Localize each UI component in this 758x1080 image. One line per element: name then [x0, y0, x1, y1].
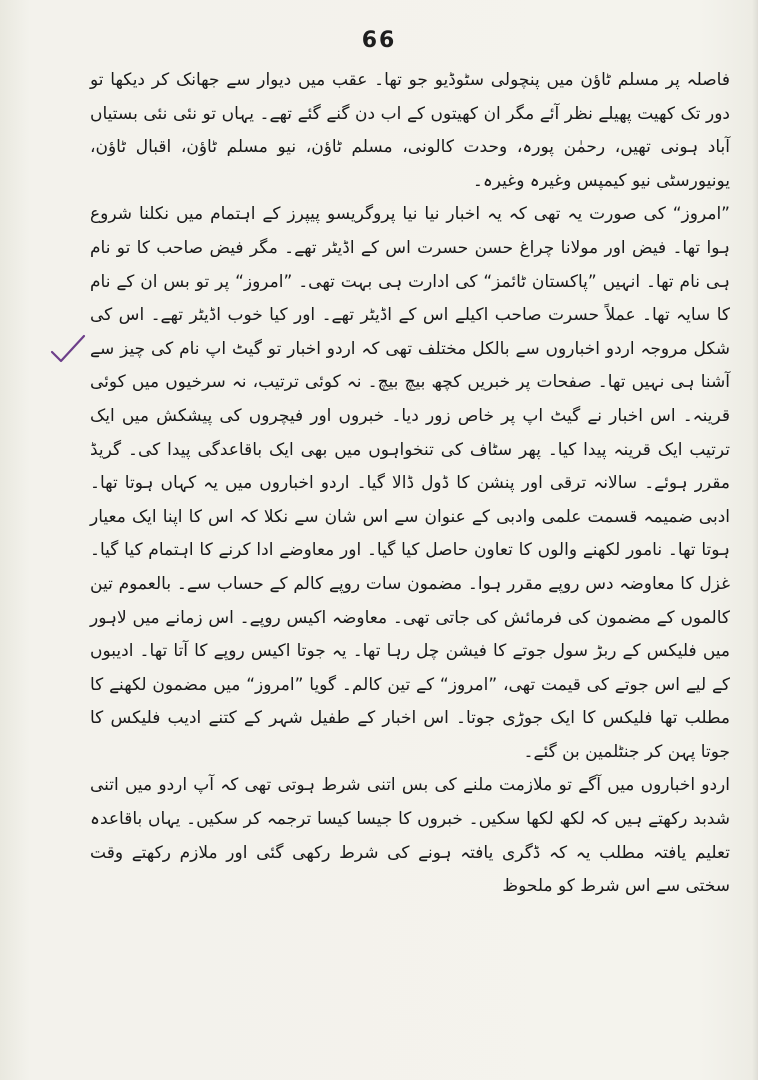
page-number: 66 [361, 28, 397, 53]
paragraph-1: فاصلہ پر مسلم ٹاؤن میں پنچولی سٹوڈیو جو تھا۔ عقب میں دیوار سے جھانک کر دیکھا تو دور تک کھیت پھیلے نظر آئے مگر ان کھیتوں کے اب دن گنے گئے تھے۔ یہاں تو نئی نئی بستیاں آباد ہونی تھیں، رحمٰن پورہ، وحدت کالونی، مسلم ٹاؤن، نیو مسلم ٹاؤن، اقبال ٹاؤن، یونیورسٹی نیو کیمپس وغیرہ وغیرہ۔ [90, 70, 730, 191]
paragraph-2: ”امروز“ کی صورت یہ تھی کہ یہ اخبار نیا نیا پروگریسو پیپرز کے اہتمام میں نکلنا شروع ہوا تھا۔ فیض اور مولانا چراغ حسن حسرت اس کے اڈیٹر تھے۔ مگر فیض صاحب کا تو نام ہی نام تھا۔ انہیں ”پاکستان ٹائمز“ کی ادارت ہی بہت تھی۔ ”امروز“ پر تو بس ان کے نام کا سایہ تھا۔ عملاً حسرت صاحب اکیلے اس کے اڈیٹر تھے۔ اور کیا خوب اڈیٹر تھے۔ اس کی شکل مروجہ اردو اخباروں سے بالکل مختلف تھی کہ اردو اخبار تو گیٹ اپ نام کی چیز سے آشنا ہی نہیں تھا۔ صفحات پر خبریں کچھ بیچ بیچ۔ نہ کوئی ترتیب، نہ سرخیوں میں کوئی قرینہ۔ اس اخبار نے گیٹ اپ پر خاص زور دیا۔ خبروں اور فیچروں کی پیشکش میں ایک ترتیب ایک قرینہ پیدا کیا۔ پھر سٹاف کی تنخواہوں میں بھی ایک باقاعدگی پیدا کی۔ گریڈ مقرر ہوئے۔ سالانہ ترقی اور پنشن کا ڈول ڈالا گیا۔ اردو اخباروں میں یہ کہاں ہوتا تھا۔ ادبی ضمیمہ قسمت علمی وادبی کے عنوان سے اس شان سے نکلا کہ اس کا اپنا ایک معیار ہوتا تھا۔ نامور لکھنے والوں کا تعاون حاصل کیا گیا۔ اور معاوضے ادا کرنے کا اہتمام کیا گیا۔ غزل کا معاوضہ دس روپے مقرر ہوا۔ مضمون سات روپے کالم کے حساب سے۔ بالعموم تین کالموں کے مضمون کی فرمائش کی جاتی تھی۔ معاوضہ اکیس روپے۔ اس زمانے میں لاہور میں فلیکس کے ربڑ سول جوتے کا فیشن چل رہا تھا۔ یہ جوتا اکیس روپے کا آتا تھا۔ ادیبوں کے لیے اس جوتے کی قیمت تھی، ”امروز“ کے تین کالم۔ گویا ”امروز“ میں مضمون لکھنے کا مطلب تھا فلیکس کا ایک جوڑی جوتا۔ اس اخبار کے طفیل شہر کے کتنے ادیب فلیکس کا جوتا پہن کر جنٹلمین بن گئے۔ [90, 204, 730, 762]
body-text [90, 64, 730, 904]
pen-checkmark-icon [48, 330, 88, 370]
page-edge-shadow [752, 0, 758, 1080]
paragraph-3: اردو اخباروں میں آگے تو ملازمت ملنے کی بس اتنی شرط ہوتی تھی کہ آپ اردو میں اتنی شدبد رکھتے ہیں کہ لکھ لکھا سکیں۔ خبروں کا جیسا کیسا ترجمہ کر سکیں۔ یہاں باقاعدہ تعلیم یافتہ مطلب یہ کہ ڈگری یافتہ ہونے کی شرط رکھی گئی اور ملازم رکھتے وقت سختی سے اس شرط کو ملحوظ [90, 775, 730, 897]
